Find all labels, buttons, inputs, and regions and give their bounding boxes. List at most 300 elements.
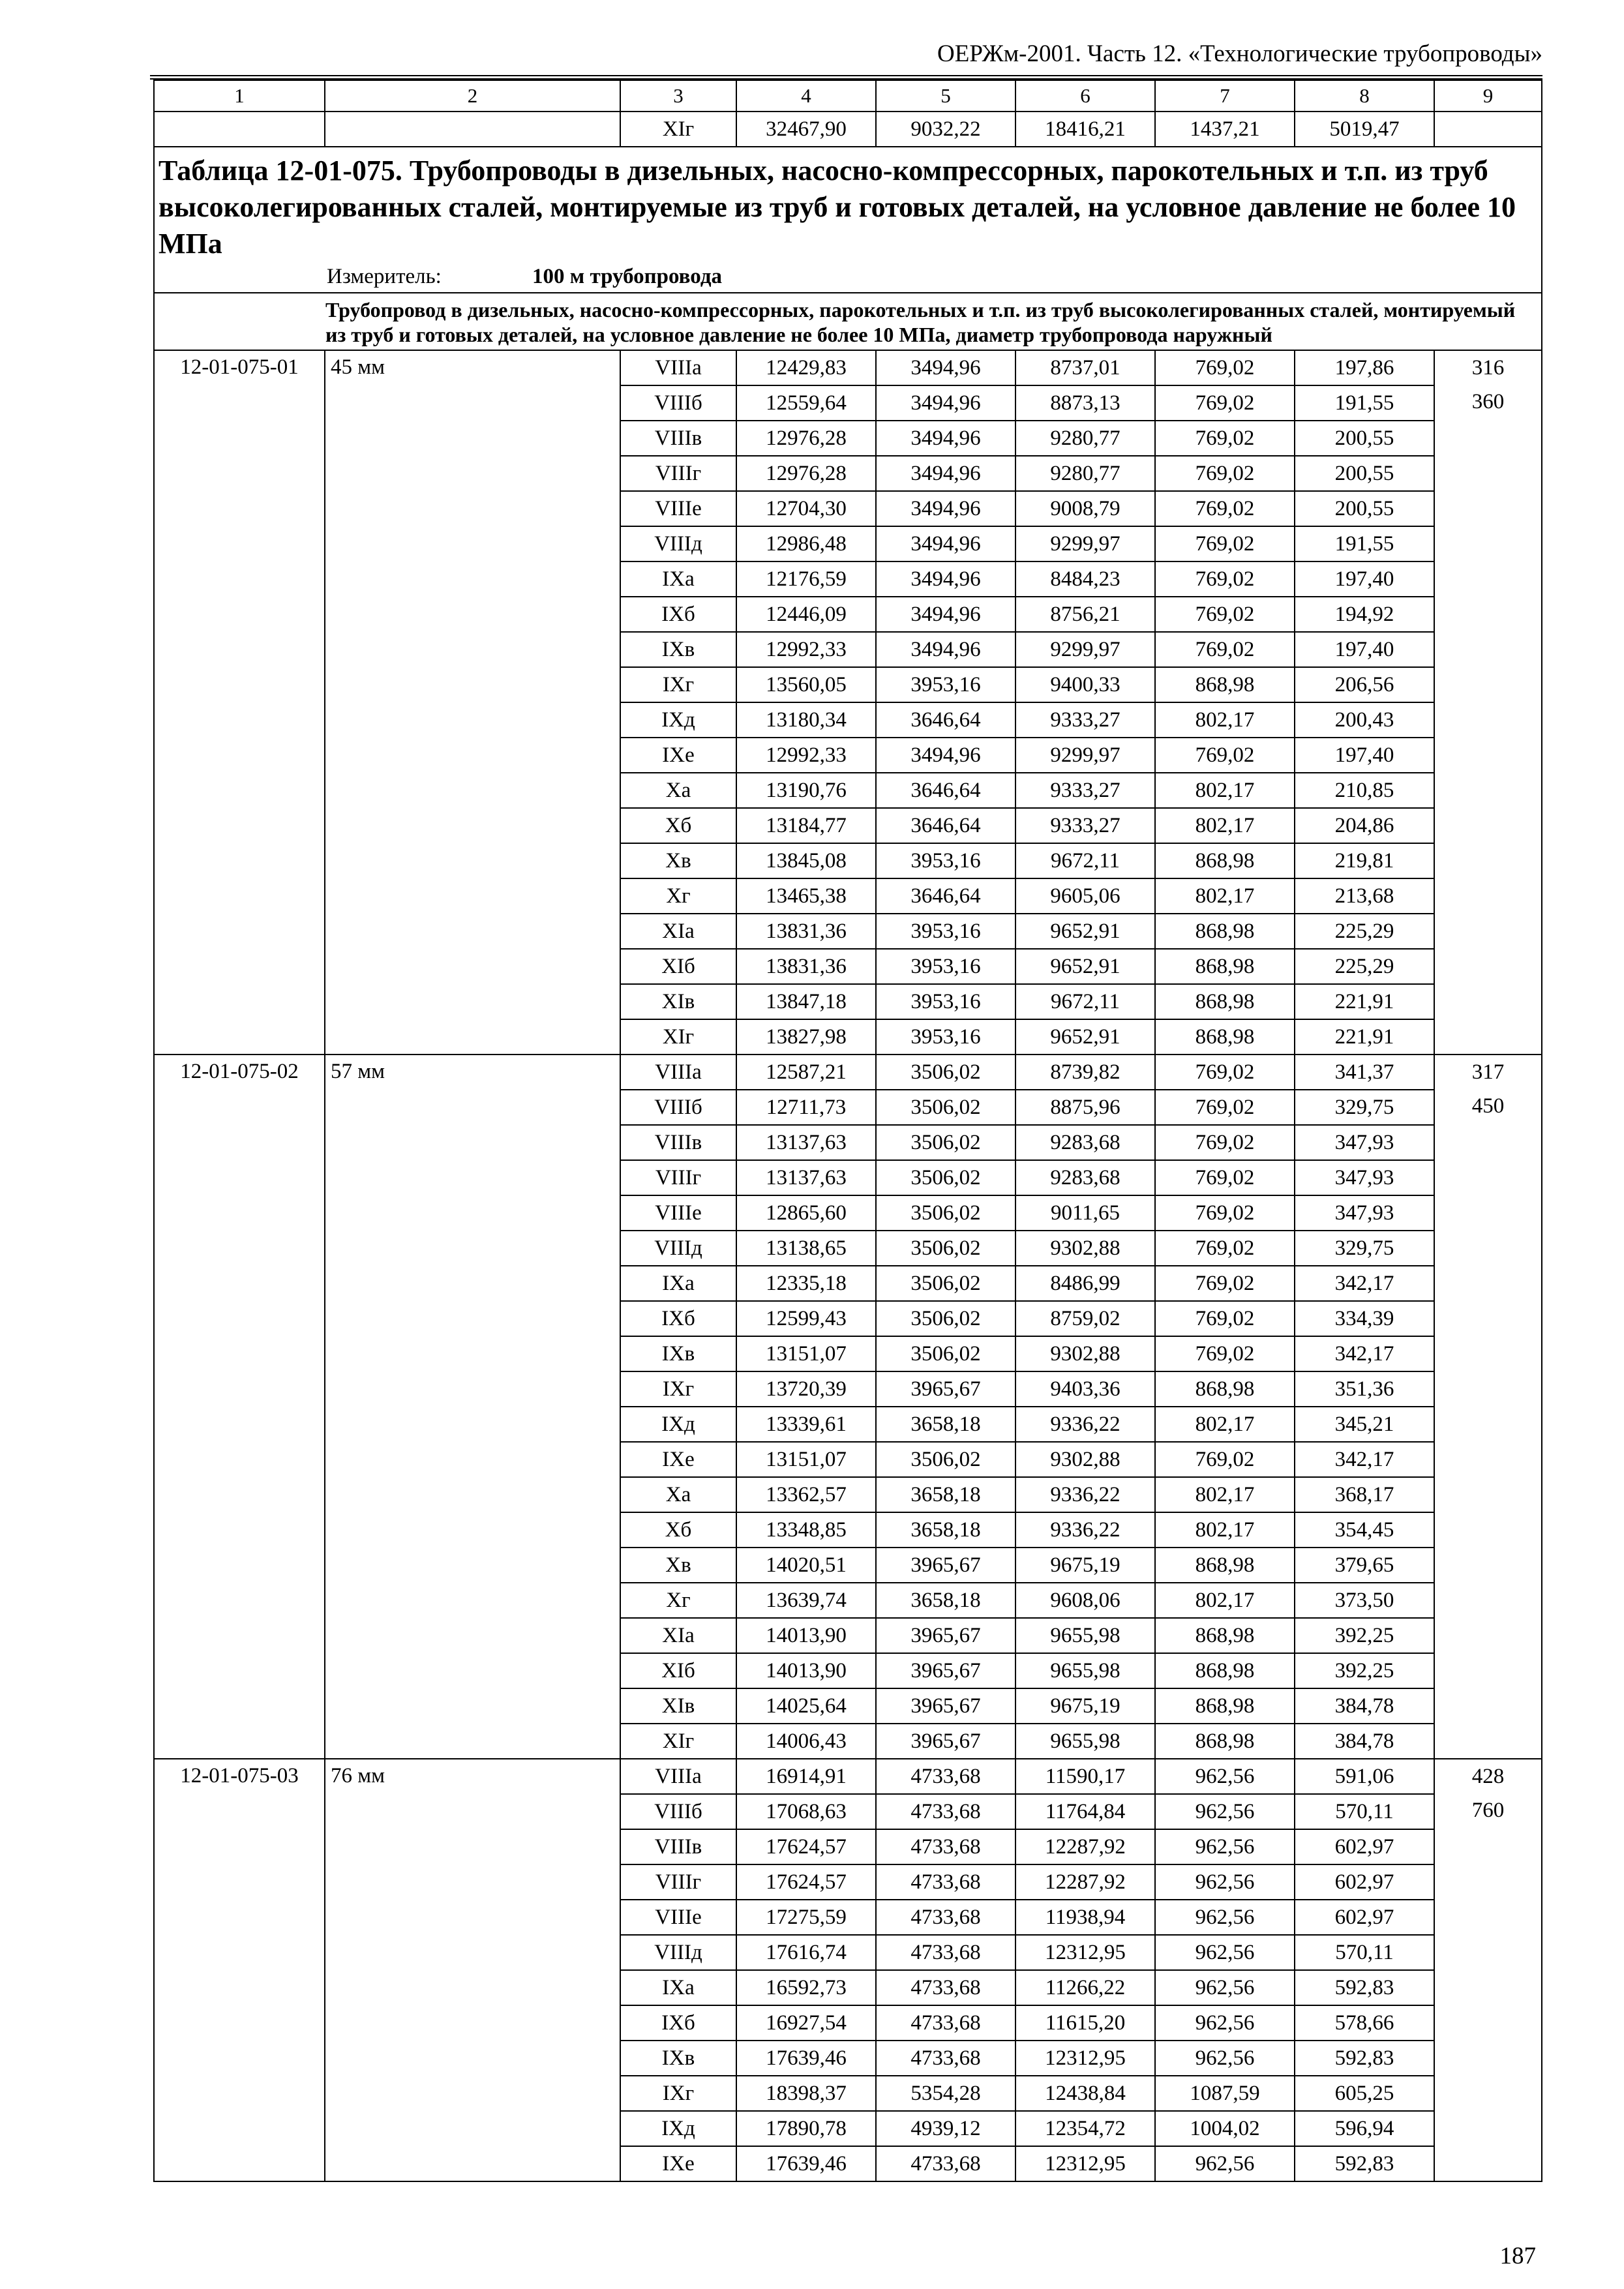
operator-wages: 868,98 [1155, 984, 1295, 1019]
description-row [154, 293, 1542, 350]
wages: 3646,64 [876, 773, 1015, 808]
total-cost: 16592,73 [736, 1970, 876, 2005]
machines: 11590,17 [1015, 1759, 1155, 1794]
page-number: 187 [1499, 2243, 1536, 2269]
machines: 11764,84 [1015, 1794, 1155, 1829]
machines: 8739,82 [1015, 1055, 1155, 1090]
operator-wages: 769,02 [1155, 421, 1295, 456]
operator-wages: 868,98 [1155, 1019, 1295, 1055]
machines: 9403,36 [1015, 1371, 1155, 1407]
steel-grade: VIIIб [620, 385, 736, 421]
steel-grade: VIIIд [620, 1231, 736, 1266]
materials: 392,25 [1295, 1653, 1434, 1688]
operator-wages: 769,02 [1155, 1442, 1295, 1477]
steel-grade: XIв [620, 1688, 736, 1724]
operator-wages: 1087,59 [1155, 2076, 1295, 2111]
col-num-5: 5 [876, 80, 1015, 112]
operator-wages: 769,02 [1155, 350, 1295, 385]
machines: 8484,23 [1015, 561, 1155, 597]
operator-wages: 802,17 [1155, 878, 1295, 914]
total-cost: 17624,57 [736, 1829, 876, 1864]
total-cost: 14025,64 [736, 1688, 876, 1724]
materials: 342,17 [1295, 1336, 1434, 1371]
table-title-row [154, 147, 1542, 293]
col-num-7: 7 [1155, 80, 1295, 112]
rate-code: 12-01-075-03 [154, 1759, 325, 2181]
wages: 3494,96 [876, 491, 1015, 526]
labor-hours: 316 [1471, 356, 1505, 380]
steel-grade: VIIIд [620, 1935, 736, 1970]
table-row [154, 1759, 1542, 1794]
wages: 4733,68 [876, 2041, 1015, 2076]
total-cost: 13465,38 [736, 878, 876, 914]
materials: 210,85 [1295, 773, 1434, 808]
machines: 9655,98 [1015, 1724, 1155, 1759]
running-header: ОЕРЖм-2001. Часть 12. «Технологические трубопроводы» [937, 40, 1542, 67]
operator-wages: 769,02 [1155, 1301, 1295, 1336]
carryover-operator-wages: 1437,21 [1155, 112, 1295, 147]
machines: 8873,13 [1015, 385, 1155, 421]
total-cost: 16927,54 [736, 2005, 876, 2041]
col-num-2: 2 [325, 80, 620, 112]
total-cost: 12992,33 [736, 632, 876, 667]
operator-wages: 769,02 [1155, 526, 1295, 561]
rate-code: 12-01-075-01 [154, 350, 325, 1055]
total-cost: 12559,64 [736, 385, 876, 421]
carryover-total: 32467,90 [736, 112, 876, 147]
operator-wages: 962,56 [1155, 1900, 1295, 1935]
machines: 9655,98 [1015, 1618, 1155, 1653]
materials: 197,86 [1295, 350, 1434, 385]
materials: 225,29 [1295, 914, 1434, 949]
wages: 3965,67 [876, 1548, 1015, 1583]
operator-wages: 802,17 [1155, 1512, 1295, 1548]
wages: 4733,68 [876, 2146, 1015, 2181]
total-cost: 12176,59 [736, 561, 876, 597]
machines: 9299,97 [1015, 632, 1155, 667]
table-row [154, 350, 1542, 385]
machines: 12287,92 [1015, 1829, 1155, 1864]
wages: 4939,12 [876, 2111, 1015, 2146]
wages: 3506,02 [876, 1336, 1015, 1371]
wages: 3494,96 [876, 597, 1015, 632]
machines: 9280,77 [1015, 421, 1155, 456]
header-rule [150, 75, 1542, 76]
steel-grade: VIIIд [620, 526, 736, 561]
pipe-diameter: 76 мм [325, 1759, 620, 2181]
machines: 9008,79 [1015, 491, 1155, 526]
steel-grade: IXг [620, 2076, 736, 2111]
total-cost: 17068,63 [736, 1794, 876, 1829]
total-cost: 13184,77 [736, 808, 876, 843]
total-cost: 13348,85 [736, 1512, 876, 1548]
operator-wages: 962,56 [1155, 2041, 1295, 2076]
machines: 9283,68 [1015, 1125, 1155, 1160]
steel-grade: VIIIб [620, 1090, 736, 1125]
materials: 200,55 [1295, 456, 1434, 491]
steel-grade: VIIIв [620, 1829, 736, 1864]
steel-grade: IXг [620, 1371, 736, 1407]
total-cost: 12335,18 [736, 1266, 876, 1301]
materials: 342,17 [1295, 1442, 1434, 1477]
steel-grade: IXг [620, 667, 736, 702]
materials: 197,40 [1295, 561, 1434, 597]
total-cost: 17639,46 [736, 2041, 876, 2076]
steel-grade: VIIIа [620, 1055, 736, 1090]
machines: 9333,27 [1015, 702, 1155, 738]
machines: 12312,95 [1015, 1935, 1155, 1970]
machines: 11938,94 [1015, 1900, 1155, 1935]
carryover-row [154, 112, 1542, 147]
rate-code: 12-01-075-02 [154, 1055, 325, 1759]
materials: 221,91 [1295, 1019, 1434, 1055]
steel-grade: IXв [620, 2041, 736, 2076]
operator-wages: 769,02 [1155, 1125, 1295, 1160]
materials: 225,29 [1295, 949, 1434, 984]
wages: 3658,18 [876, 1583, 1015, 1618]
table-title: Таблица 12-01-075. Трубопроводы в дизельных, насосно-компрессорных, парокотельных и т.п. из труб высоколегированных сталей, монтируемые из труб и готовых деталей, на условное давление не более 10 МПа [158, 155, 1516, 260]
total-cost: 13831,36 [736, 914, 876, 949]
steel-grade: IXд [620, 1407, 736, 1442]
machines: 8737,01 [1015, 350, 1155, 385]
operator-wages: 769,02 [1155, 456, 1295, 491]
total-cost: 12704,30 [736, 491, 876, 526]
work-description: Трубопровод в дизельных, насосно-компрессорных, парокотельных и т.п. из труб высоколегированных сталей, монтируемый из труб и готовых деталей, на условное давление не более 10 МПа, диаметр трубопровода наружный [325, 298, 1516, 346]
operator-wages: 769,02 [1155, 561, 1295, 597]
wages: 3953,16 [876, 984, 1015, 1019]
labor-hours: 428 [1471, 1765, 1505, 1788]
wages: 4733,68 [876, 1829, 1015, 1864]
materials: 191,55 [1295, 526, 1434, 561]
wages: 3506,02 [876, 1055, 1015, 1090]
materials: 345,21 [1295, 1407, 1434, 1442]
machines: 9672,11 [1015, 843, 1155, 878]
wages: 3506,02 [876, 1231, 1015, 1266]
steel-grade: IXа [620, 1970, 736, 2005]
materials: 341,37 [1295, 1055, 1434, 1090]
operator-wages: 769,02 [1155, 1195, 1295, 1231]
machines: 9333,27 [1015, 773, 1155, 808]
steel-grade: Xг [620, 878, 736, 914]
wages: 3494,96 [876, 526, 1015, 561]
operator-wages: 769,02 [1155, 1266, 1295, 1301]
total-cost: 13151,07 [736, 1336, 876, 1371]
materials: 200,43 [1295, 702, 1434, 738]
rates-table [153, 80, 1542, 2182]
materials: 379,65 [1295, 1548, 1434, 1583]
wages: 3965,67 [876, 1618, 1015, 1653]
wages: 4733,68 [876, 1794, 1015, 1829]
operator-wages: 769,02 [1155, 632, 1295, 667]
col-num-6: 6 [1015, 80, 1155, 112]
machines: 9336,22 [1015, 1512, 1155, 1548]
carryover-wages: 9032,22 [876, 112, 1015, 147]
operator-wages: 769,02 [1155, 1160, 1295, 1195]
materials: 204,86 [1295, 808, 1434, 843]
steel-grade: XIг [620, 1019, 736, 1055]
total-cost: 14013,90 [736, 1653, 876, 1688]
machines: 9333,27 [1015, 808, 1155, 843]
machines: 8875,96 [1015, 1090, 1155, 1125]
steel-grade: IXд [620, 702, 736, 738]
machines: 9283,68 [1015, 1160, 1155, 1195]
total-cost: 13362,57 [736, 1477, 876, 1512]
operator-wages: 769,02 [1155, 1336, 1295, 1371]
total-cost: 13137,63 [736, 1125, 876, 1160]
materials: 351,36 [1295, 1371, 1434, 1407]
wages: 4733,68 [876, 1864, 1015, 1900]
machines: 12287,92 [1015, 1864, 1155, 1900]
operator-wages: 802,17 [1155, 1407, 1295, 1442]
steel-grade: XIв [620, 984, 736, 1019]
wages: 4733,68 [876, 1970, 1015, 2005]
machines: 12312,95 [1015, 2041, 1155, 2076]
total-cost: 13151,07 [736, 1442, 876, 1477]
total-cost: 16914,91 [736, 1759, 876, 1794]
steel-grade: VIIIе [620, 491, 736, 526]
materials: 354,45 [1295, 1512, 1434, 1548]
steel-grade: IXе [620, 2146, 736, 2181]
materials: 197,40 [1295, 738, 1434, 773]
machines: 9302,88 [1015, 1442, 1155, 1477]
operator-wages: 769,02 [1155, 738, 1295, 773]
materials: 347,93 [1295, 1195, 1434, 1231]
machines: 9336,22 [1015, 1407, 1155, 1442]
operator-wages: 868,98 [1155, 667, 1295, 702]
total-cost: 17624,57 [736, 1864, 876, 1900]
operator-wages: 868,98 [1155, 1724, 1295, 1759]
steel-grade: IXб [620, 597, 736, 632]
wages: 3965,67 [876, 1724, 1015, 1759]
materials: 596,94 [1295, 2111, 1434, 2146]
operator-wages: 868,98 [1155, 1548, 1295, 1583]
steel-grade: IXб [620, 2005, 736, 2041]
machines: 9299,97 [1015, 526, 1155, 561]
operator-wages: 802,17 [1155, 1477, 1295, 1512]
wages: 3506,02 [876, 1195, 1015, 1231]
wages: 3953,16 [876, 949, 1015, 984]
total-cost: 13827,98 [736, 1019, 876, 1055]
machines: 9655,98 [1015, 1653, 1155, 1688]
operator-wages: 868,98 [1155, 914, 1295, 949]
total-cost: 12992,33 [736, 738, 876, 773]
materials: 329,75 [1295, 1231, 1434, 1266]
machines: 9336,22 [1015, 1477, 1155, 1512]
carryover-machines: 18416,21 [1015, 112, 1155, 147]
steel-grade: Xа [620, 773, 736, 808]
operator-wages: 769,02 [1155, 1090, 1295, 1125]
operator-wages: 962,56 [1155, 1970, 1295, 2005]
wages: 3965,67 [876, 1653, 1015, 1688]
wages: 4733,68 [876, 2005, 1015, 2041]
operator-wages: 769,02 [1155, 1231, 1295, 1266]
wages: 3646,64 [876, 808, 1015, 843]
measure-line [155, 263, 1541, 292]
steel-grade: IXе [620, 1442, 736, 1477]
operator-wages: 962,56 [1155, 2005, 1295, 2041]
materials: 602,97 [1295, 1900, 1434, 1935]
wages: 3965,67 [876, 1688, 1015, 1724]
wages: 4733,68 [876, 1900, 1015, 1935]
operator-wages: 769,02 [1155, 385, 1295, 421]
operator-wages: 962,56 [1155, 1864, 1295, 1900]
total-cost: 12446,09 [736, 597, 876, 632]
operator-wages: 962,56 [1155, 1935, 1295, 1970]
materials: 221,91 [1295, 984, 1434, 1019]
steel-grade: VIIIг [620, 1160, 736, 1195]
wages: 3506,02 [876, 1266, 1015, 1301]
wages: 5354,28 [876, 2076, 1015, 2111]
wages: 3506,02 [876, 1125, 1015, 1160]
carryover-materials: 5019,47 [1295, 112, 1434, 147]
machines: 9302,88 [1015, 1336, 1155, 1371]
machines: 9302,88 [1015, 1231, 1155, 1266]
operator-wages: 769,02 [1155, 1055, 1295, 1090]
operator-wages: 802,17 [1155, 1583, 1295, 1618]
steel-grade: IXа [620, 561, 736, 597]
col-num-3: 3 [620, 80, 736, 112]
total-cost: 12587,21 [736, 1055, 876, 1090]
wages: 3494,96 [876, 421, 1015, 456]
measure-label: Измеритель: [327, 265, 442, 288]
operator-wages: 962,56 [1155, 1794, 1295, 1829]
materials: 605,25 [1295, 2076, 1434, 2111]
pipe-diameter: 57 мм [325, 1055, 620, 1759]
operator-wages: 962,56 [1155, 2146, 1295, 2181]
materials: 334,39 [1295, 1301, 1434, 1336]
total-cost: 13190,76 [736, 773, 876, 808]
materials: 578,66 [1295, 2005, 1434, 2041]
wages: 3658,18 [876, 1477, 1015, 1512]
steel-grade: XIг [620, 1724, 736, 1759]
materials: 373,50 [1295, 1583, 1434, 1618]
operator-wages: 868,98 [1155, 1688, 1295, 1724]
materials: 347,93 [1295, 1160, 1434, 1195]
steel-grade: IXе [620, 738, 736, 773]
total-cost: 12711,73 [736, 1090, 876, 1125]
steel-grade: VIIIг [620, 456, 736, 491]
total-cost: 14020,51 [736, 1548, 876, 1583]
wages: 3646,64 [876, 702, 1015, 738]
materials: 329,75 [1295, 1090, 1434, 1125]
materials: 213,68 [1295, 878, 1434, 914]
total-cost: 12599,43 [736, 1301, 876, 1336]
machines: 9299,97 [1015, 738, 1155, 773]
total-cost: 12865,60 [736, 1195, 876, 1231]
labor-hours: 317 [1471, 1060, 1505, 1084]
operator-wages: 802,17 [1155, 773, 1295, 808]
steel-grade: Xг [620, 1583, 736, 1618]
labor-resources [1434, 350, 1542, 1055]
machines: 9675,19 [1015, 1688, 1155, 1724]
steel-grade: XIб [620, 1653, 736, 1688]
total-cost: 12429,83 [736, 350, 876, 385]
steel-grade: IXб [620, 1301, 736, 1336]
machines: 8486,99 [1015, 1266, 1155, 1301]
total-cost: 13831,36 [736, 949, 876, 984]
steel-grade: XIб [620, 949, 736, 984]
wages: 3506,02 [876, 1301, 1015, 1336]
carryover-code [154, 112, 325, 147]
materials: 592,83 [1295, 1970, 1434, 2005]
steel-grade: VIIIг [620, 1864, 736, 1900]
wages: 3658,18 [876, 1407, 1015, 1442]
carryover-diameter [325, 112, 620, 147]
wages: 3658,18 [876, 1512, 1015, 1548]
machines: 12354,72 [1015, 2111, 1155, 2146]
wages: 3494,96 [876, 561, 1015, 597]
col-num-4: 4 [736, 80, 876, 112]
operator-wages: 868,98 [1155, 1371, 1295, 1407]
operator-wages: 868,98 [1155, 949, 1295, 984]
materials: 347,93 [1295, 1125, 1434, 1160]
total-cost: 13847,18 [736, 984, 876, 1019]
total-cost: 13138,65 [736, 1231, 876, 1266]
machines: 11266,22 [1015, 1970, 1155, 2005]
operator-wages: 802,17 [1155, 702, 1295, 738]
steel-grade: VIIIв [620, 1125, 736, 1160]
wages: 4733,68 [876, 1935, 1015, 1970]
machines: 9672,11 [1015, 984, 1155, 1019]
machines: 9652,91 [1015, 1019, 1155, 1055]
wages: 3953,16 [876, 1019, 1015, 1055]
machines: 11615,20 [1015, 2005, 1155, 2041]
total-cost: 13560,05 [736, 667, 876, 702]
measure-value: 100 м трубопровода [532, 265, 723, 288]
steel-grade: XIа [620, 1618, 736, 1653]
operator-wages: 868,98 [1155, 843, 1295, 878]
materials: 602,97 [1295, 1864, 1434, 1900]
steel-grade: VIIIа [620, 1759, 736, 1794]
carryover-grade: XIг [620, 112, 736, 147]
machines: 8759,02 [1015, 1301, 1155, 1336]
wages: 3494,96 [876, 385, 1015, 421]
materials: 570,11 [1295, 1794, 1434, 1829]
wages: 3953,16 [876, 843, 1015, 878]
operator-wages: 769,02 [1155, 491, 1295, 526]
col-num-8: 8 [1295, 80, 1434, 112]
machines: 9011,65 [1015, 1195, 1155, 1231]
wages: 3965,67 [876, 1371, 1015, 1407]
materials: 570,11 [1295, 1935, 1434, 1970]
machines: 9652,91 [1015, 914, 1155, 949]
steel-grade: IXв [620, 1336, 736, 1371]
machines: 9280,77 [1015, 456, 1155, 491]
labor-resources [1434, 1759, 1542, 2181]
total-cost: 14006,43 [736, 1724, 876, 1759]
steel-grade: VIIIб [620, 1794, 736, 1829]
col-num-1: 1 [154, 80, 325, 112]
total-cost: 17275,59 [736, 1900, 876, 1935]
materials: 592,83 [1295, 2041, 1434, 2076]
total-cost: 13720,39 [736, 1371, 876, 1407]
materials: 206,56 [1295, 667, 1434, 702]
wages: 3506,02 [876, 1442, 1015, 1477]
materials: 194,92 [1295, 597, 1434, 632]
machines: 9675,19 [1015, 1548, 1155, 1583]
machine-hours: 450 [1471, 1094, 1505, 1118]
total-cost: 13639,74 [736, 1583, 876, 1618]
wages: 3494,96 [876, 456, 1015, 491]
operator-wages: 962,56 [1155, 1829, 1295, 1864]
steel-grade: Xв [620, 1548, 736, 1583]
wages: 3953,16 [876, 914, 1015, 949]
total-cost: 12976,28 [736, 456, 876, 491]
materials: 197,40 [1295, 632, 1434, 667]
machine-hours: 360 [1471, 390, 1505, 413]
total-cost: 12976,28 [736, 421, 876, 456]
wages: 3646,64 [876, 878, 1015, 914]
